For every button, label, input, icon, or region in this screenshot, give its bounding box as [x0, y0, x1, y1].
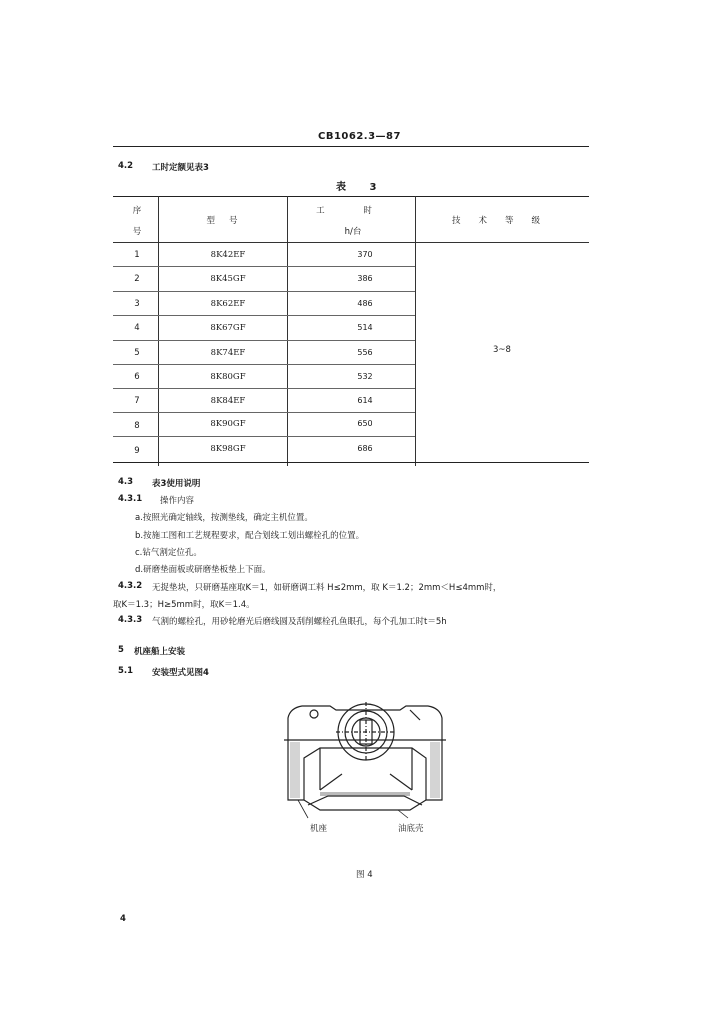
row-hours: 486	[357, 299, 373, 308]
section-4-2-number: 4.2	[118, 161, 134, 171]
row-seq: 1	[134, 250, 140, 260]
row-hours: 686	[357, 444, 373, 453]
row-rule	[113, 412, 415, 413]
row-model: 8K67GF	[210, 323, 246, 333]
row-seq: 4	[134, 323, 140, 333]
figure-caption: 图 4	[356, 870, 373, 880]
row-rule	[113, 315, 415, 316]
row-hours: 370	[357, 250, 373, 259]
row-model: 8K45GF	[210, 274, 246, 284]
label-machine-base: 机座	[310, 824, 328, 834]
section-5-title: 机座船上安装	[134, 647, 186, 657]
row-seq: 9	[134, 446, 140, 456]
section-4-3-3-text: 气割的螺栓孔，用砂轮磨光后磨线圆及刮削螺栓孔鱼眼孔，每个孔加工时t＝5h	[152, 617, 447, 627]
row-hours: 532	[357, 372, 373, 381]
row-seq: 2	[134, 274, 140, 284]
header-rule	[113, 146, 589, 147]
document-number: CB1062.3—87	[318, 131, 401, 142]
row-rule	[113, 291, 415, 292]
header-rule	[113, 242, 589, 243]
header-seq-2: 号	[132, 227, 142, 237]
grade-value: 3~8	[493, 345, 511, 355]
section-4-3-2-line2: 取K＝1.3；H≥5mm时，取K＝1.4。	[113, 600, 255, 610]
row-seq: 6	[134, 372, 140, 382]
section-4-3-1-number: 4.3.1	[118, 494, 143, 504]
row-model: 8K74EF	[210, 348, 246, 358]
section-4-3-3-number: 4.3.3	[118, 615, 143, 625]
row-seq: 3	[134, 299, 140, 309]
section-4-2-title: 工时定额见表3	[152, 163, 209, 173]
row-rule	[113, 364, 415, 365]
row-rule	[113, 340, 415, 341]
item-b: b.按施工图和工艺规程要求，配合划线工划出螺栓孔的位置。	[135, 531, 365, 541]
item-c: c.钻气割定位孔。	[135, 548, 202, 558]
row-seq: 8	[134, 421, 140, 431]
header-model: 型号	[206, 216, 252, 226]
row-hours: 614	[357, 396, 373, 405]
header-hours-2: h/台	[344, 227, 362, 237]
row-hours: 650	[357, 419, 373, 428]
row-model: 8K98GF	[210, 444, 246, 454]
item-a: a.按照光确定轴线，按测垫线，确定主机位置。	[135, 513, 313, 523]
table-top-rule	[113, 196, 589, 197]
row-hours: 386	[357, 274, 373, 283]
item-d: d.研磨垫面板或研磨垫板垫上下面。	[135, 565, 271, 575]
label-oil-pan: 油底壳	[398, 824, 424, 834]
machine-base-drawing	[280, 700, 450, 825]
row-rule	[113, 436, 415, 437]
header-hours-1: 工 时	[316, 206, 390, 216]
table-bottom-rule	[113, 462, 589, 463]
row-hours: 556	[357, 348, 373, 357]
row-hours: 514	[357, 323, 373, 332]
section-4-3-title: 表3使用说明	[152, 479, 201, 489]
row-rule	[113, 266, 415, 267]
section-5-1-number: 5.1	[118, 666, 134, 676]
section-5-1-title: 安装型式见图4	[152, 668, 209, 678]
figure-4	[280, 700, 450, 880]
section-4-3-number: 4.3	[118, 477, 134, 487]
row-seq: 5	[134, 348, 140, 358]
row-model: 8K90GF	[210, 419, 246, 429]
row-model: 8K80GF	[210, 372, 246, 382]
col-divider	[287, 196, 288, 466]
page-number: 4	[120, 914, 126, 924]
col-divider	[415, 196, 416, 466]
row-rule	[113, 388, 415, 389]
section-4-3-2-number: 4.3.2	[118, 581, 143, 591]
row-model: 8K62EF	[210, 299, 246, 309]
col-divider	[158, 196, 159, 466]
section-5-number: 5	[118, 645, 124, 655]
row-seq: 7	[134, 396, 140, 406]
row-model: 8K84EF	[210, 396, 246, 406]
section-4-3-2-line1: 无捉垫块，只研磨基座取K＝1，如研磨调工料 H≤2mm，取 K＝1.2；2mm＜H≤4mm时，	[152, 583, 502, 593]
header-seq-1: 序	[132, 206, 142, 216]
header-grade: 技术等级	[451, 216, 558, 226]
row-model: 8K42EF	[210, 250, 246, 260]
section-4-3-1-title: 操作内容	[160, 496, 195, 506]
table-caption: 表 3	[336, 182, 387, 193]
